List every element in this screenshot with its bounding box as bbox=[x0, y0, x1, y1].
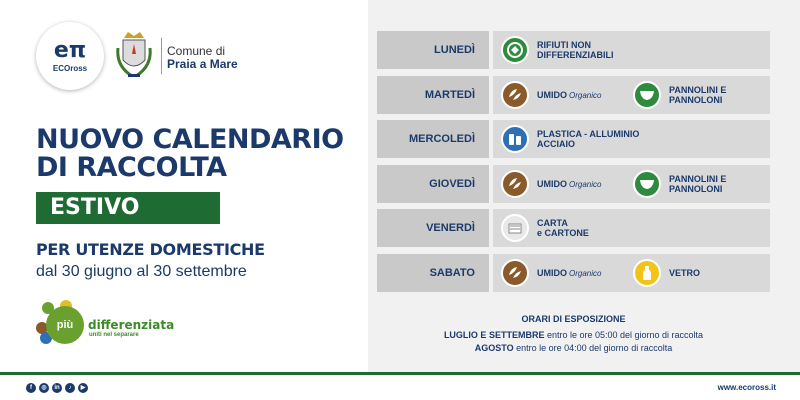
waste-label bbox=[537, 40, 614, 60]
schedule-slot bbox=[493, 120, 770, 158]
waste-item bbox=[501, 31, 614, 69]
diaper-icon bbox=[633, 170, 661, 198]
waste-item bbox=[501, 209, 589, 247]
schedule-day: GIOVEDÌ bbox=[377, 165, 489, 203]
campaign-tagline: uniti nel separare bbox=[89, 332, 139, 338]
waste-label-main: CARTA bbox=[537, 218, 568, 228]
ecoross-logo bbox=[36, 22, 104, 90]
schedule-day: MARTEDÌ bbox=[377, 76, 489, 114]
undifferentiated-waste-icon bbox=[501, 36, 529, 64]
waste-item bbox=[501, 165, 601, 203]
organic-waste-icon bbox=[501, 81, 529, 109]
exposure-hours-line-2 bbox=[377, 342, 770, 355]
commune-label: Comune di bbox=[167, 44, 226, 58]
waste-item bbox=[501, 76, 601, 114]
commune-divider bbox=[161, 38, 162, 74]
waste-label bbox=[537, 129, 639, 149]
waste-item bbox=[633, 165, 726, 203]
tiktok-icon[interactable]: ♪ bbox=[65, 383, 75, 393]
commune-crest-icon bbox=[112, 28, 156, 84]
page-title bbox=[36, 126, 344, 182]
waste-label-main: PLASTICA - ALLUMINIO bbox=[537, 129, 640, 139]
organic-waste-icon bbox=[501, 170, 529, 198]
line2-detail: entro le ore 04:00 del giorno di raccolta bbox=[513, 343, 673, 353]
schedule-slot bbox=[493, 76, 770, 114]
footer-bar bbox=[0, 372, 800, 400]
waste-label-main: UMIDO bbox=[537, 178, 567, 189]
waste-item bbox=[633, 76, 726, 114]
schedule-day: SABATO bbox=[377, 254, 489, 292]
waste-label bbox=[669, 268, 700, 278]
waste-label-main: VETRO bbox=[669, 268, 701, 278]
exposure-hours bbox=[377, 313, 770, 355]
waste-label bbox=[537, 90, 601, 101]
schedule-day: MERCOLEDÌ bbox=[377, 120, 489, 158]
campaign-piu: più bbox=[46, 306, 84, 344]
line1-detail: entro le ore 05:00 del giorno di raccolta bbox=[544, 330, 704, 340]
glass-icon bbox=[633, 259, 661, 287]
instagram-icon[interactable]: ◎ bbox=[39, 383, 49, 393]
schedule-row bbox=[377, 209, 770, 247]
waste-label-sub: PANNOLONI bbox=[669, 184, 723, 194]
schedule-row bbox=[377, 76, 770, 114]
line1-months: LUGLIO E SETTEMBRE bbox=[443, 330, 545, 340]
period-text: dal 30 giugno al 30 settembre bbox=[36, 263, 247, 280]
paper-icon bbox=[501, 214, 529, 242]
commune-name: Praia a Mare bbox=[167, 57, 238, 71]
schedule-slot bbox=[493, 31, 770, 69]
left-panel bbox=[0, 0, 368, 372]
schedule-row bbox=[377, 254, 770, 292]
facebook-icon[interactable]: f bbox=[26, 383, 36, 393]
waste-label-sub: ACCIAIO bbox=[537, 139, 575, 149]
piu-differenziata-logo bbox=[36, 300, 176, 344]
audience-text: PER UTENZE DOMESTICHE bbox=[36, 240, 265, 259]
waste-label bbox=[537, 179, 601, 190]
waste-label-main: PANNOLINI E bbox=[669, 174, 727, 184]
schedule-slot bbox=[493, 165, 770, 203]
waste-label-note: Organico bbox=[569, 179, 602, 189]
linkedin-icon[interactable]: in bbox=[52, 383, 62, 393]
youtube-icon[interactable]: ▶ bbox=[78, 383, 88, 393]
exposure-hours-line-1 bbox=[377, 329, 770, 342]
social-links bbox=[26, 383, 88, 393]
waste-label bbox=[669, 174, 726, 194]
waste-label-main: UMIDO bbox=[537, 89, 567, 100]
waste-label-sub: PANNOLONI bbox=[669, 95, 723, 105]
schedule-row bbox=[377, 120, 770, 158]
waste-item bbox=[633, 254, 700, 292]
waste-label-main: RIFIUTI NON bbox=[537, 40, 591, 50]
waste-label-sub: DIFFERENZIABILI bbox=[537, 50, 614, 60]
line2-months: AGOSTO bbox=[474, 343, 514, 353]
ecoross-logo-name: ECOross bbox=[52, 63, 88, 73]
diaper-icon bbox=[633, 81, 661, 109]
schedule-row bbox=[377, 31, 770, 69]
title-line-2: DI RACCOLTA bbox=[36, 152, 227, 183]
waste-label-main: PANNOLINI E bbox=[669, 85, 727, 95]
exposure-hours-heading: ORARI DI ESPOSIZIONE bbox=[521, 314, 626, 324]
campaign-name: differenziata bbox=[88, 318, 175, 332]
schedule-slot bbox=[493, 209, 770, 247]
plastic-aluminium-icon bbox=[501, 125, 529, 153]
schedule-day: VENERDÌ bbox=[377, 209, 489, 247]
organic-waste-icon bbox=[501, 259, 529, 287]
waste-label-note: Organico bbox=[569, 90, 602, 100]
website-link[interactable]: www.ecoross.it bbox=[717, 383, 776, 392]
title-line-1: NUOVO CALENDARIO bbox=[36, 124, 344, 155]
schedule-day: LUNEDÌ bbox=[377, 31, 489, 69]
waste-item bbox=[501, 254, 601, 292]
schedule-slot bbox=[493, 254, 770, 292]
waste-label-note: Organico bbox=[569, 268, 602, 278]
schedule-row bbox=[377, 165, 770, 203]
waste-label-sub: e CARTONE bbox=[537, 228, 589, 238]
waste-label bbox=[537, 268, 601, 279]
season-badge: ESTIVO bbox=[36, 192, 220, 224]
waste-item bbox=[501, 120, 639, 158]
ecoross-logo-mark: eπ bbox=[53, 37, 87, 63]
waste-label-main: UMIDO bbox=[537, 267, 567, 278]
waste-label bbox=[669, 85, 726, 105]
waste-label bbox=[537, 218, 589, 238]
